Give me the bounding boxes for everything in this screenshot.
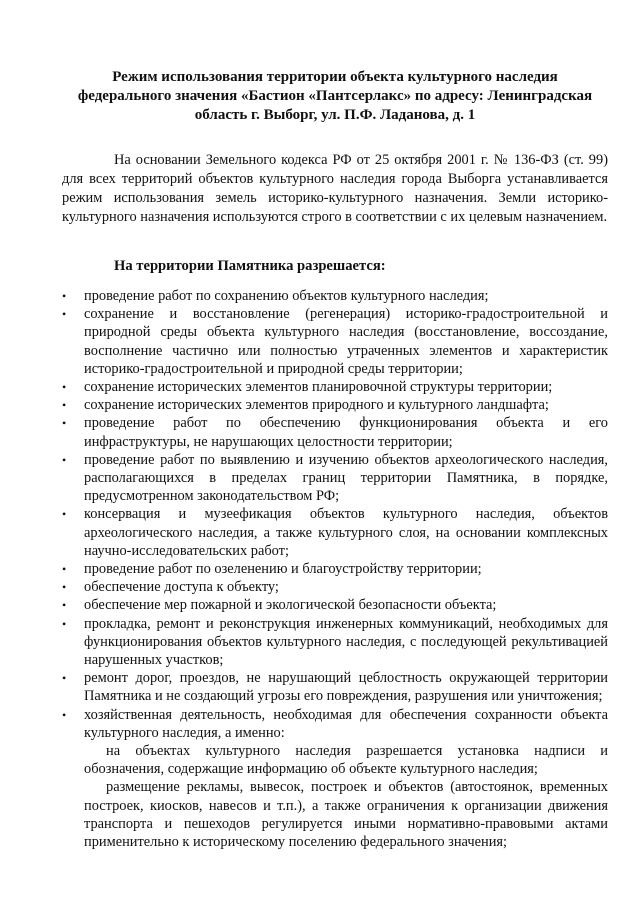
bullet-icon: • — [62, 452, 67, 467]
bullet-icon: • — [62, 707, 67, 722]
list-item-text: проведение работ по озеленению и благоустройству территории; — [84, 561, 482, 578]
bullet-icon: • — [62, 307, 67, 322]
title-line: область г. Выборг, ул. П.Ф. Ладанова, д. 1 — [194, 107, 476, 123]
document-title — [62, 68, 608, 125]
list-item-text: сохранение исторических элементов природного и культурного ландшафта; — [84, 397, 549, 414]
bullet-icon: • — [62, 562, 67, 577]
list-item-text: обеспечение мер пожарной и экологической безопасности объекта; — [84, 597, 497, 614]
list-item — [62, 578, 608, 596]
list-item — [62, 560, 608, 578]
title-line: Режим использования территории объекта культурного наследия — [112, 69, 558, 85]
list-item — [62, 615, 608, 670]
bullet-icon: • — [62, 398, 67, 413]
list-item — [62, 706, 608, 742]
list-item-text: ремонт дорог, проездов, не нарушающий цеблостность окружающей территории Памятника и не создающий угрозы его повреждения, разрушения или уничтожения; — [84, 670, 608, 705]
sub-paragraph: размещение рекламы, вывесок, построек и объектов (автостоянок, временных построек, киосков, навесов и т.п.), а также ограничения к организации движения транспорта и пешеходов регулируется иными нормативно-правовыми актами применительно к историческому поселению федерального значения; — [84, 779, 608, 851]
list-item-text: обеспечение доступа к объекту; — [84, 579, 279, 596]
bullet-icon: • — [62, 580, 67, 595]
bullet-icon: • — [62, 416, 67, 431]
list-item — [62, 378, 608, 396]
list-item-text: проведение работ по выявлению и изучению объектов археологического наследия, располагающихся в пределах границ территории Памятника, в порядке, предусмотренном законодательством РФ; — [84, 451, 608, 505]
list-item-text: проведение работ по обеспечению функционирования объекта и его инфраструктуры, не нарушающих целостности территории; — [84, 415, 608, 450]
bullet-icon: • — [62, 598, 67, 613]
list-item — [62, 505, 608, 560]
permitted-list — [62, 287, 608, 742]
list-item — [62, 396, 608, 414]
list-item — [62, 596, 608, 614]
list-item-text: прокладка, ремонт и реконструкция инженерных коммуникаций, необходимых для функционирования объектов культурного наследия, с последующей рекультивацией нарушенных участков; — [84, 615, 608, 669]
bullet-icon: • — [62, 671, 67, 686]
sub-paragraph: на объектах культурного наследия разрешается установка надписи и обозначения, содержащие информацию об объекте культурного наследия; — [84, 743, 608, 778]
list-item — [62, 305, 608, 378]
list-item-text: сохранение и восстановление (регенерация) историко-градостроительной и природной среды объекта культурного наследия (восстановление, воссоздание, восполнение частично или полностью утраченных элементов и характеристик историко-градостроительной и природной среды территории; — [84, 306, 608, 377]
intro-paragraph: На основании Земельного кодекса РФ от 25 октября 2001 г. № 136-ФЗ (ст. 99) для всех территорий объектов культурного наследия города Выборга устанавливается режим использования земель историко-культурного назначения. Земли историко-культурного назначения используются строго в соответствии с их целевым назначением. — [62, 152, 608, 225]
bullet-icon: • — [62, 616, 67, 631]
list-item-text: консервация и музеефикация объектов культурного наследия, объектов археологического наследия, а также культурного слоя, на основании комплексных научно-исследовательских работ; — [84, 506, 608, 559]
list-item-text: проведение работ по сохранению объектов культурного наследия; — [84, 288, 489, 304]
permitted-heading: На территории Памятника разрешается: — [114, 258, 386, 274]
list-item-text: сохранение исторических элементов планировочной структуры территории; — [84, 379, 553, 396]
list-item — [62, 669, 608, 705]
list-item — [62, 451, 608, 506]
list-item — [62, 287, 608, 305]
list-item — [62, 414, 608, 450]
title-line: федерального значения «Бастион «Пантсерлакс» по адресу: Ленинградская — [77, 88, 593, 104]
bullet-icon: • — [62, 289, 67, 303]
bullet-icon: • — [62, 507, 67, 522]
bullet-icon: • — [62, 380, 67, 395]
list-item-text: хозяйственная деятельность, необходимая для обеспечения сохранности объекта культурного наследия, а именно: — [84, 706, 608, 741]
